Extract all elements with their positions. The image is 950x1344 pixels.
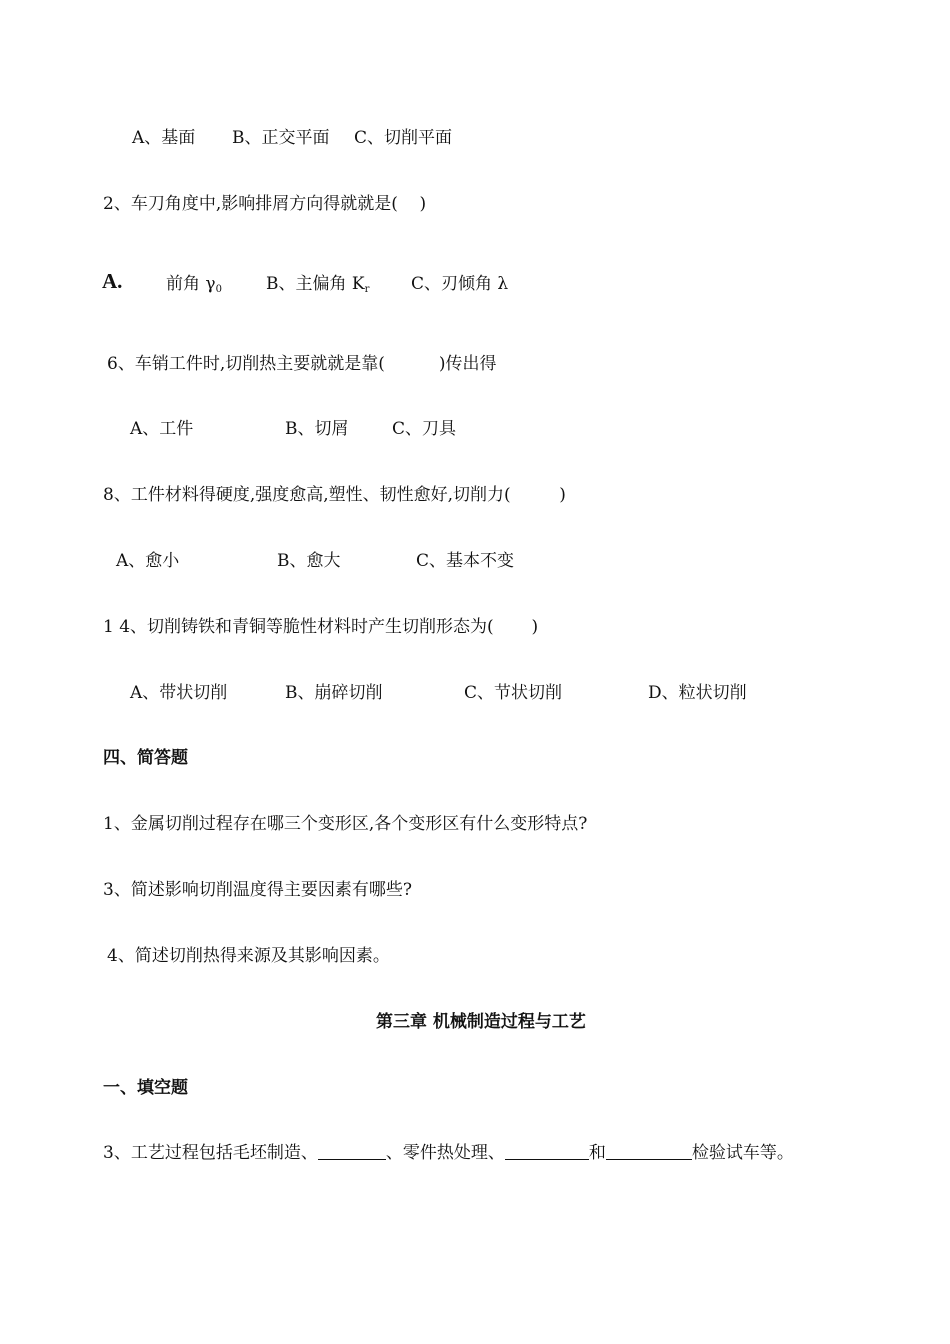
option-b-discontinuous-chip: B、崩碎切削 <box>285 683 383 703</box>
option-c-cutting-plane: C、切削平面 <box>354 128 453 148</box>
option-b-chip: B、切屑 <box>285 419 349 439</box>
option-c-tool: C、刀具 <box>392 419 457 439</box>
question-2-text: 2、车刀角度中,影响排屑方向得就就是( ) <box>103 194 427 214</box>
section-1-heading: 一、填空题 <box>103 1078 188 1098</box>
option-d-granular-chip: D、粒状切削 <box>648 683 747 703</box>
short-answer-item-1: 1、金属切削过程存在哪三个变形区,各个变形区有什么变形特点? <box>103 814 588 834</box>
option-b-orthogonal-plane: B、正交平面 <box>232 128 330 148</box>
option-a-continuous-chip: A、带状切削 <box>130 683 228 703</box>
option-c-inclination-angle: C、刃倾角 λ <box>411 274 509 294</box>
blank-2 <box>505 1143 589 1160</box>
short-answer-item-3: 3、简述影响切削温度得主要因素有哪些? <box>103 880 412 900</box>
fill-in-question-3: 3、工艺过程包括毛坯制造、 、零件热处理、 和 检验试车等。 <box>103 1143 794 1163</box>
short-answer-item-4: 4、简述切削热得来源及其影响因素。 <box>107 946 390 966</box>
option-a-base-plane: A、基面 <box>132 128 196 148</box>
option-b-larger: B、愈大 <box>277 551 341 571</box>
option-c-unchanged: C、基本不变 <box>416 551 515 571</box>
question-6-text: 6、车销工件时,切削热主要就就是靠( )传出得 <box>107 354 497 374</box>
option-a-workpiece: A、工件 <box>130 419 194 439</box>
option-b-major-cutting-edge-angle: B、主偏角 $K_r$ <box>266 274 370 295</box>
option-a-rake-angle: 前角 $\gamma_0$ <box>166 274 222 295</box>
option-a-label: A. <box>102 269 123 293</box>
option-a-smaller: A、愈小 <box>116 551 180 571</box>
section-4-heading: 四、简答题 <box>103 748 188 768</box>
option-c-segmented-chip: C、节状切削 <box>464 683 563 703</box>
blank-3 <box>606 1143 692 1160</box>
question-8-text: 8、工件材料得硬度,强度愈高,塑性、韧性愈好,切削力( ) <box>103 485 566 505</box>
chapter-3-title: 第三章 机械制造过程与工艺 <box>376 1012 586 1032</box>
blank-1 <box>318 1143 386 1160</box>
question-14-text: 1 4、切削铸铁和青铜等脆性材料时产生切削形态为( ) <box>103 617 539 637</box>
